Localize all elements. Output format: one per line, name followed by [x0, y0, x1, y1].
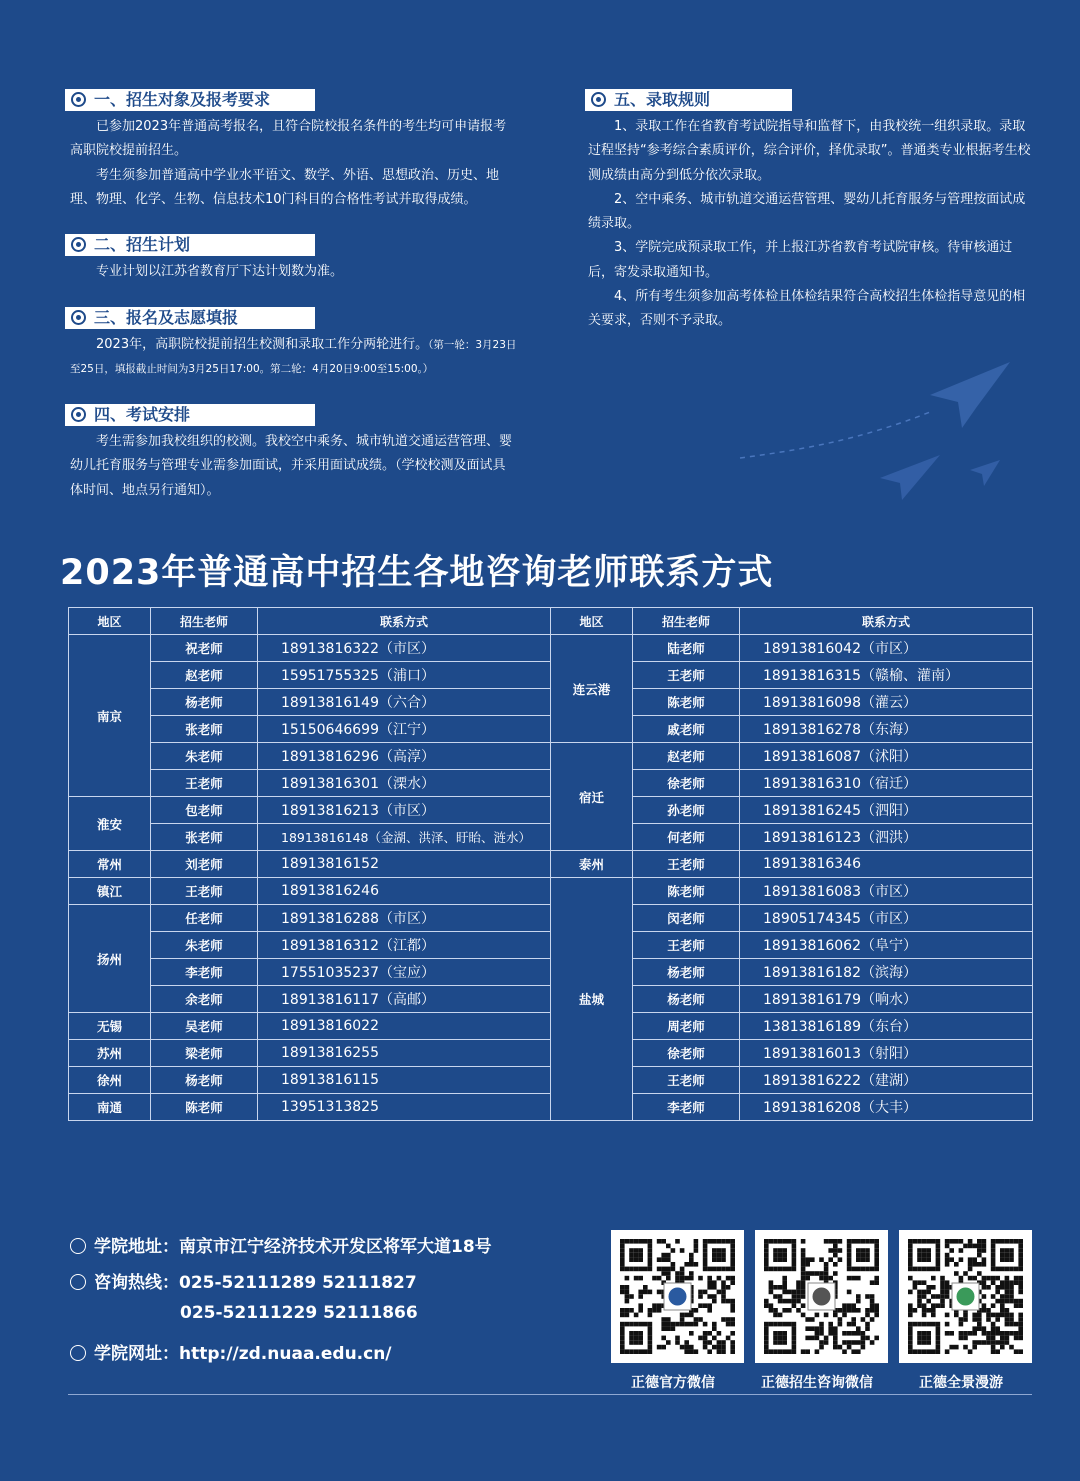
- section-3-text: [70, 333, 518, 382]
- section-2-title: 二、招生计划: [65, 234, 315, 256]
- teacher-cell: 赵老师: [633, 743, 740, 770]
- phone-cell: 18913816246: [258, 878, 551, 905]
- teacher-cell: 陈老师: [633, 689, 740, 716]
- paragraph-note: （第一轮：3月23日至25日，填报截止时间为3月25日17:00。第二轮：4月20日9:00至15:00。）: [70, 339, 517, 376]
- teacher-cell: 陈老师: [633, 878, 740, 905]
- phone-cell: 18913816312（江都）: [258, 932, 551, 959]
- region-cell: 无锡: [69, 1013, 151, 1040]
- teacher-cell: 余老师: [151, 986, 258, 1013]
- phone-cell: 18913816322（市区）: [258, 635, 551, 662]
- teacher-cell: 闵老师: [633, 905, 740, 932]
- paragraph: 3、学院完成预录取工作，并上报江苏省教育考试院审核。待审核通过后，寄发录取通知书。: [588, 240, 1013, 280]
- phone-cell: 18913816179（响水）: [740, 986, 1033, 1013]
- phone-cell: 18913816117（高邮）: [258, 986, 551, 1013]
- teacher-cell: 任老师: [151, 905, 258, 932]
- phone-cell: 18913816123（泗洪）: [740, 824, 1033, 851]
- region-cell: 淮安: [69, 797, 151, 851]
- phone-cell: 18913816315（赣榆、灌南）: [740, 662, 1033, 689]
- teacher-cell: 杨老师: [151, 689, 258, 716]
- phone-cell: 18913816255: [258, 1040, 551, 1067]
- phone-cell: 18913816278（东海）: [740, 716, 1033, 743]
- paragraph: 4、所有考生须参加高考体检且体检结果符合高校招生体检指导意见的相关要求，否则不予录取。: [588, 289, 1026, 329]
- teacher-cell: 何老师: [633, 824, 740, 851]
- teacher-cell: 王老师: [151, 770, 258, 797]
- hotline-text: 咨询热线：025-52111289 52111827: [94, 1273, 417, 1293]
- teacher-cell: 王老师: [151, 878, 258, 905]
- phone-cell: 15150646699（江宁）: [258, 716, 551, 743]
- paragraph: 1、录取工作在省教育考试院指导和监督下，由我校统一组织录取。录取过程坚持“参考综合素质评价，综合评价，择优录取”。普通类专业根据考生校测成绩由高分到低分依次录取。: [588, 119, 1031, 183]
- address-text: 学院地址：南京市江宁经济技术开发区将军大道18号: [94, 1237, 492, 1257]
- qr-label: 正德招生咨询微信: [761, 1375, 873, 1391]
- section-5-text: [588, 115, 1036, 334]
- teacher-cell: 杨老师: [151, 1067, 258, 1094]
- teacher-cell: 张老师: [151, 716, 258, 743]
- region-cell: 泰州: [551, 851, 633, 878]
- phone-cell: 18913816149（六合）: [258, 689, 551, 716]
- teacher-cell: 张老师: [151, 824, 258, 851]
- region-cell: 南通: [69, 1094, 151, 1121]
- phone-cell: 18913816042（市区）: [740, 635, 1033, 662]
- website-line: [70, 1339, 392, 1364]
- phone-cell: 18913816062（阜宁）: [740, 932, 1033, 959]
- region-cell: 南京: [69, 635, 151, 797]
- phone-cell: 18913816182（滨海）: [740, 959, 1033, 986]
- header-teacher: 招生老师: [633, 608, 740, 635]
- phone-cell: 13813816189（东台）: [740, 1013, 1033, 1040]
- section-2-text: [70, 260, 518, 284]
- phone-cell: 17551035237（宝应）: [258, 959, 551, 986]
- circle-bullet-icon: [591, 92, 606, 107]
- header-contact: 联系方式: [258, 608, 551, 635]
- teacher-cell: 戚老师: [633, 716, 740, 743]
- section-4-text: [70, 430, 518, 503]
- qr-code-panorama-tour: [899, 1230, 1032, 1363]
- phone-cell: 18913816148（金湖、洪泽、盱眙、涟水）: [258, 824, 551, 851]
- phone-cell: 18913816288（市区）: [258, 905, 551, 932]
- paragraph: 已参加2023年普通高考报名，且符合院校报名条件的考生均可申请报考高职院校提前招生。: [70, 119, 507, 159]
- header-region: 地区: [551, 608, 633, 635]
- teacher-cell: 朱老师: [151, 932, 258, 959]
- qr-code-official-wechat: [611, 1230, 744, 1363]
- teacher-cell: 王老师: [633, 1067, 740, 1094]
- teacher-cell: 周老师: [633, 1013, 740, 1040]
- section-5-title: 五、录取规则: [585, 89, 792, 111]
- teacher-cell: 朱老师: [151, 743, 258, 770]
- teacher-cell: 孙老师: [633, 797, 740, 824]
- phone-cell: 18913816310（宿迁）: [740, 770, 1033, 797]
- phone-cell: 18913816222（建湖）: [740, 1067, 1033, 1094]
- circle-bullet-icon: [71, 310, 86, 325]
- table-row: [69, 635, 1033, 662]
- region-cell: 扬州: [69, 905, 151, 1013]
- website-link[interactable]: 学院网址：http://zd.nuaa.edu.cn/: [94, 1344, 392, 1364]
- phone-cell: 15951755325（浦口）: [258, 662, 551, 689]
- qr-label: 正德全景漫游: [919, 1375, 1003, 1391]
- teacher-cell: 李老师: [151, 959, 258, 986]
- paragraph: 考生须参加普通高中学业水平语文、数学、外语、思想政治、历史、地理、物理、化学、生物、信息技术10门科目的合格性考试并取得成绩。: [70, 167, 500, 207]
- circle-bullet-icon: [71, 237, 86, 252]
- globe-icon: [70, 1345, 86, 1361]
- section-1-text: [70, 115, 518, 212]
- teacher-cell: 梁老师: [151, 1040, 258, 1067]
- table-row: [69, 878, 1033, 905]
- phone-cell: 18913816208（大丰）: [740, 1094, 1033, 1121]
- phone-cell: 18913816013（射阳）: [740, 1040, 1033, 1067]
- paragraph: [70, 333, 518, 382]
- paragraph-main: 2023年，高职院校提前招生校测和录取工作分两轮进行。: [96, 337, 429, 352]
- contacts-table: [68, 607, 1033, 1121]
- phone-cell: 18913816115: [258, 1067, 551, 1094]
- phone-cell: 18913816245（泗阳）: [740, 797, 1033, 824]
- teacher-cell: 王老师: [633, 851, 740, 878]
- divider: [68, 1394, 1032, 1395]
- phone-cell: 18913816213（市区）: [258, 797, 551, 824]
- region-cell: 盐城: [551, 878, 633, 1121]
- paper-plane-decoration: [730, 350, 1030, 510]
- table-header-row: [69, 608, 1033, 635]
- phone-cell: 18913816083（市区）: [740, 878, 1033, 905]
- header-teacher: 招生老师: [151, 608, 258, 635]
- phone-cell: 18913816087（沭阳）: [740, 743, 1033, 770]
- phone-icon: [70, 1274, 86, 1290]
- contacts-title: 2023年普通高中招生各地咨询老师联系方式: [60, 553, 774, 593]
- teacher-cell: 包老师: [151, 797, 258, 824]
- phone-cell: 13951313825: [258, 1094, 551, 1121]
- address-line: [70, 1232, 492, 1257]
- teacher-cell: 徐老师: [633, 770, 740, 797]
- hotline-line-2: 025-52111229 52111866: [180, 1303, 418, 1323]
- qr-label: 正德官方微信: [631, 1375, 715, 1391]
- teacher-cell: 祝老师: [151, 635, 258, 662]
- phone-cell: 18905174345（市区）: [740, 905, 1033, 932]
- region-cell: 连云港: [551, 635, 633, 743]
- location-pin-icon: [70, 1238, 86, 1254]
- teacher-cell: 王老师: [633, 932, 740, 959]
- region-cell: 宿迁: [551, 743, 633, 851]
- header-region: 地区: [69, 608, 151, 635]
- teacher-cell: 陈老师: [151, 1094, 258, 1121]
- region-cell: 镇江: [69, 878, 151, 905]
- teacher-cell: 赵老师: [151, 662, 258, 689]
- phone-cell: 18913816346: [740, 851, 1033, 878]
- region-cell: 徐州: [69, 1067, 151, 1094]
- phone-cell: 18913816152: [258, 851, 551, 878]
- teacher-cell: 刘老师: [151, 851, 258, 878]
- paragraph: 专业计划以江苏省教育厅下达计划数为准。: [96, 264, 344, 279]
- teacher-cell: 徐老师: [633, 1040, 740, 1067]
- circle-bullet-icon: [71, 407, 86, 422]
- region-cell: 苏州: [69, 1040, 151, 1067]
- qr-code-admission-wechat: [755, 1230, 888, 1363]
- section-3-title: 三、报名及志愿填报: [65, 307, 315, 329]
- teacher-cell: 陆老师: [633, 635, 740, 662]
- section-1-title: 一、招生对象及报考要求: [65, 89, 315, 111]
- phone-cell: 18913816022: [258, 1013, 551, 1040]
- teacher-cell: 吴老师: [151, 1013, 258, 1040]
- header-contact: 联系方式: [740, 608, 1033, 635]
- paragraph: 2、空中乘务、城市轨道交通运营管理、婴幼儿托育服务与管理按面试成绩录取。: [588, 191, 1026, 232]
- paragraph: 考生需参加我校组织的校测。我校空中乘务、城市轨道交通运营管理、婴幼儿托育服务与管理专业需参加面试，并采用面试成绩。（学校校测及面试具体时间、地点另行通知）。: [70, 434, 513, 498]
- region-cell: 常州: [69, 851, 151, 878]
- phone-cell: 18913816098（灌云）: [740, 689, 1033, 716]
- teacher-cell: 李老师: [633, 1094, 740, 1121]
- circle-bullet-icon: [71, 92, 86, 107]
- table-row: [69, 743, 1033, 770]
- teacher-cell: 王老师: [633, 662, 740, 689]
- hotline-line: [70, 1268, 417, 1293]
- phone-cell: 18913816301（溧水）: [258, 770, 551, 797]
- section-4-title: 四、考试安排: [65, 404, 315, 426]
- teacher-cell: 杨老师: [633, 986, 740, 1013]
- teacher-cell: 杨老师: [633, 959, 740, 986]
- table-row: [69, 851, 1033, 878]
- phone-cell: 18913816296（高淳）: [258, 743, 551, 770]
